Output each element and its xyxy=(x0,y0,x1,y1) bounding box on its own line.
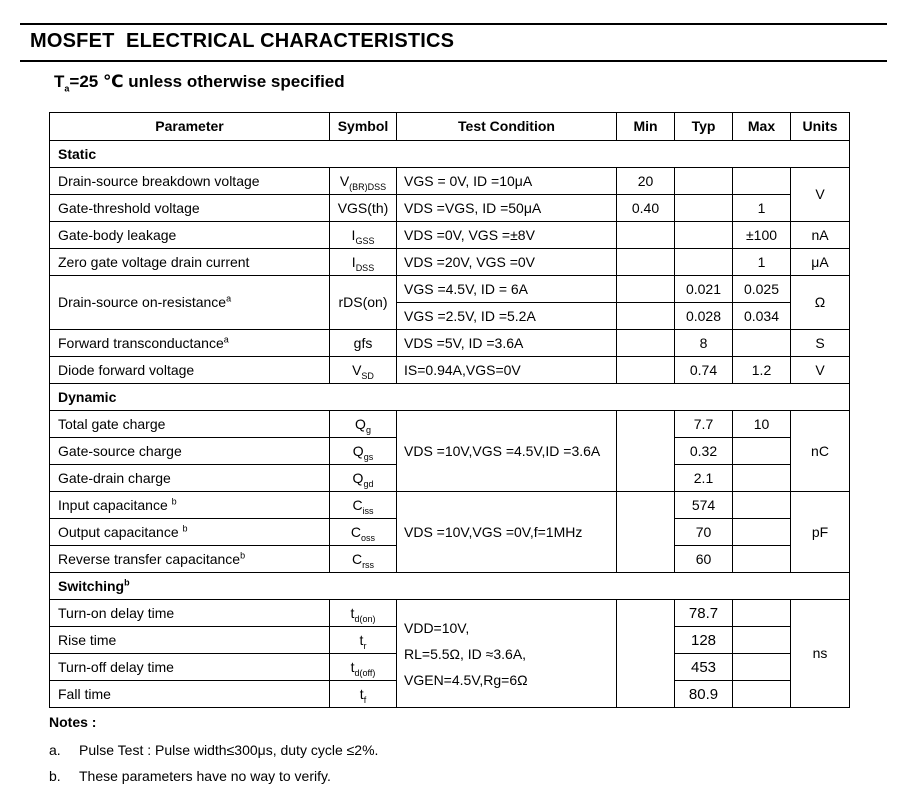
table-row: Gate-drain charge $Q_{gd}$ 2.1 xyxy=(50,465,850,492)
table-row: Gate-body leakage $I_{GSS}$ VDS =0V, VGS =±8V ±100 nA xyxy=(50,222,850,249)
notes-heading: Notes : xyxy=(49,714,97,730)
test-condition-subtitle: $T_a=25$ ℃ unless otherwise specified xyxy=(54,72,345,94)
table-row: Forward transconductance$^a$ gfs VDS =5V, ID =3.6A 8 S xyxy=(50,330,850,357)
col-symbol: Symbol xyxy=(330,113,397,141)
table-row: Output capacitance $^b$ $C_{oss}$ 70 xyxy=(50,519,850,546)
note-b: b. These parameters have no way to verify. xyxy=(49,768,331,784)
col-parameter: Parameter xyxy=(50,113,330,141)
col-units: Units xyxy=(791,113,850,141)
section-static: Static xyxy=(50,141,850,168)
table-row: Reverse transfer capacitance$^b$ $C_{rss}$ 60 xyxy=(50,546,850,573)
table-header-row xyxy=(50,113,850,141)
table-row: Input capacitance $^b$ $C_{iss}$ VDS =10V,VGS =0V,f=1MHz 574 pF xyxy=(50,492,850,519)
characteristics-table xyxy=(49,112,850,708)
table-row: Fall time $t_f$ 80.9 xyxy=(50,681,850,708)
section-switching: Switching$^b$ xyxy=(50,573,850,600)
col-typ: Typ xyxy=(675,113,733,141)
section-dynamic: Dynamic xyxy=(50,384,850,411)
top-rule xyxy=(20,23,887,25)
table-row: Rise time $t_r$ 128 xyxy=(50,627,850,654)
bottom-rule xyxy=(20,60,887,62)
table-row: Drain-source breakdown voltage $V_{(BR)DSS}$ VGS = 0V, ID =10μA 20 V xyxy=(50,168,850,195)
page-title: MOSFET ELECTRICAL CHARACTERISTICS xyxy=(30,30,455,52)
table-row: Turn-on delay time $t_{d(on)}$ VDD=10V, RL=5.5Ω, ID ≈3.6A, VGEN=4.5V,Rg=6Ω 78.7 ns xyxy=(50,600,850,627)
table-row: Turn-off delay time $t_{d(off)}$ 453 xyxy=(50,654,850,681)
notes xyxy=(49,714,378,794)
table-row: Drain-source on-resistance$^a$ rDS(on) VGS =4.5V, ID = 6A 0.021 0.025 Ω xyxy=(50,276,850,303)
col-test-condition: Test Condition xyxy=(397,113,617,141)
note-a: a. Pulse Test : Pulse width≤300μs, duty cycle ≤2%. xyxy=(49,742,379,758)
col-min: Min xyxy=(617,113,675,141)
table-row: VGS =2.5V, ID =5.2A 0.028 0.034 xyxy=(50,303,850,330)
table-row: Total gate charge $Q_g$ VDS =10V,VGS =4.5V,ID =3.6A 7.7 10 nC xyxy=(50,411,850,438)
table-row: Diode forward voltage $V_{SD}$ IS=0.94A,VGS=0V 0.74 1.2 V xyxy=(50,357,850,384)
table-row: Zero gate voltage drain current $I_{DSS}$ VDS =20V, VGS =0V 1 μA xyxy=(50,249,850,276)
table-row: Gate-source charge $Q_{gs}$ 0.32 xyxy=(50,438,850,465)
col-max: Max xyxy=(733,113,791,141)
table-row: Gate-threshold voltage VGS(th) VDS =VGS, ID =50μA 0.40 1 xyxy=(50,195,850,222)
